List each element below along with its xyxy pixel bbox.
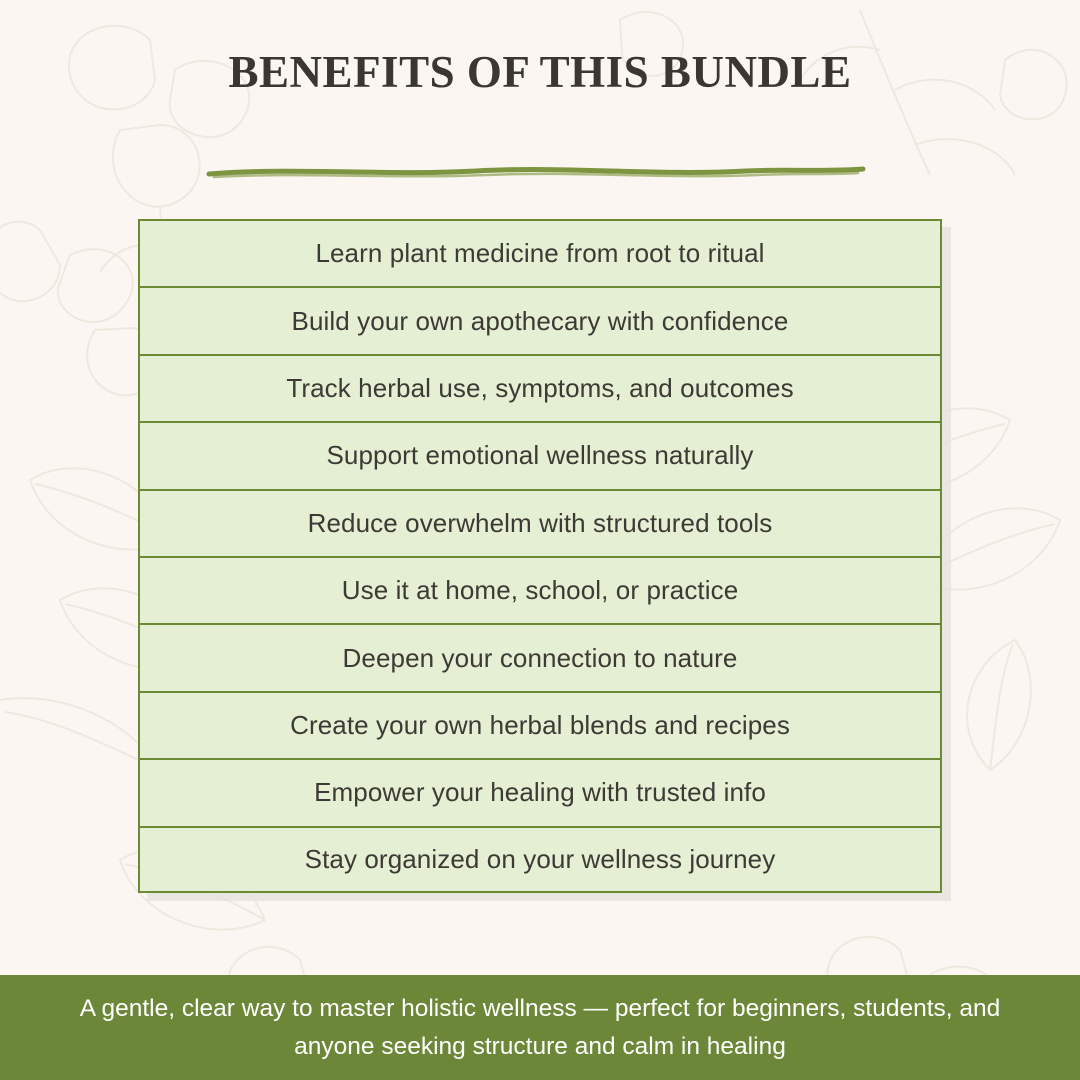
benefit-text: Use it at home, school, or practice [341,575,739,606]
benefit-text: Deepen your connection to nature [342,642,738,673]
benefit-text: Create your own herbal blends and recipes [290,709,790,740]
list-item [138,758,942,825]
benefit-text: Build your own apothecary with confidence [291,305,789,336]
benefit-text: Track herbal use, symptoms, and outcomes [286,372,794,403]
footer-banner [0,975,1080,1080]
list-item [138,691,942,758]
list-item [138,556,942,623]
benefit-text: Reduce overwhelm with structured tools [307,507,773,538]
benefits-list [138,219,942,893]
list-item [138,826,942,893]
title-underline-decoration [206,163,866,181]
benefit-text: Stay organized on your wellness journey [304,843,776,874]
page-title: BENEFITS OF THIS BUNDLE [228,47,852,97]
list-item [138,286,942,353]
list-item [138,354,942,421]
footer-text: A gentle, clear way to master holistic wellness — perfect for beginners, students, and anyone seeking structure and calm in healing [79,994,1001,1060]
list-item [138,489,942,556]
list-item [138,219,942,286]
list-item [138,421,942,488]
header [0,44,1080,100]
benefit-text: Empower your healing with trusted info [314,777,766,808]
list-item [138,623,942,690]
benefit-text: Support emotional wellness naturally [326,440,754,471]
benefit-text: Learn plant medicine from root to ritual [315,238,765,269]
